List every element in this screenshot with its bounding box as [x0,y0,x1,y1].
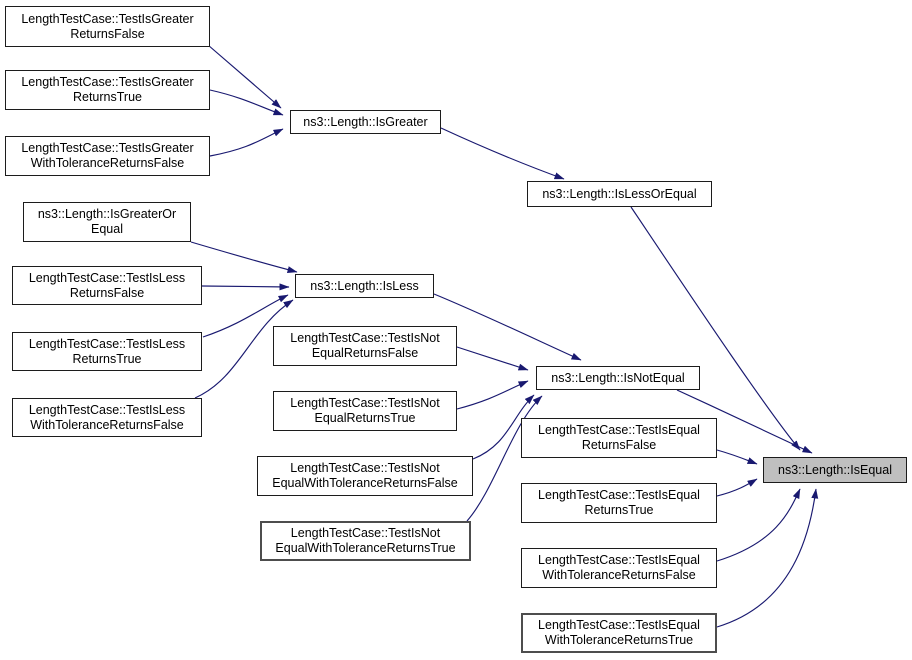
node-label: EqualWithToleranceReturnsTrue [275,541,456,555]
node-label: ns3::Length::IsLess [310,278,419,293]
edge-tc-is-equal-returns-true-to-ns3-is-equal [717,479,757,496]
node-label: LengthTestCase::TestIsNot [290,461,440,475]
edge-ns3-is-greater-to-ns3-is-less-or-equal [441,128,564,179]
node-label: ReturnsFalse [69,285,145,300]
node-tc-is-equal-returns-true[interactable] [521,483,717,523]
node-tc-is-equal-wtol-returns-false[interactable] [521,548,717,588]
node-label: LengthTestCase::TestIsLess [28,336,186,351]
edge-ns3-is-greater-or-equal-to-ns3-is-less [191,242,297,272]
node-tc-is-equal-returns-false[interactable] [521,418,717,458]
edge-tc-is-greater-wtol-returns-false-to-ns3-is-greater [210,129,283,156]
node-tc-is-equal-wtol-returns-true[interactable] [521,613,717,653]
node-ns3-is-equal[interactable] [763,457,907,483]
node-tc-is-not-equal-wtol-returns-false[interactable] [257,456,473,496]
node-label: ns3::Length::IsGreater [303,114,428,129]
node-label: ReturnsTrue [72,351,142,366]
node-tc-is-less-returns-false[interactable] [12,266,202,305]
node-tc-is-not-equal-returns-false[interactable] [273,326,457,366]
node-label: WithToleranceReturnsTrue [544,633,694,647]
edge-ns3-is-less-or-equal-to-ns3-is-equal [631,207,800,450]
edge-tc-is-equal-wtol-returns-true-to-ns3-is-equal [717,489,816,627]
node-label: ReturnsFalse [581,438,657,452]
node-ns3-is-less-or-equal[interactable] [527,181,712,207]
node-label: LengthTestCase::TestIsEqual [538,618,700,632]
edge-tc-is-not-equal-returns-true-to-ns3-is-not-equal [457,381,528,409]
node-label: LengthTestCase::TestIsNot [290,331,440,345]
node-ns3-is-less[interactable] [295,274,434,298]
edge-tc-is-not-equal-returns-false-to-ns3-is-not-equal [457,347,528,370]
node-label: WithToleranceReturnsFalse [542,568,696,582]
node-label: ns3::Length::IsGreaterOr [37,207,177,221]
edge-tc-is-less-returns-false-to-ns3-is-less [202,286,289,287]
edge-tc-is-greater-returns-true-to-ns3-is-greater [210,90,283,115]
node-tc-is-greater-wtol-returns-false[interactable] [5,136,210,176]
node-label: ns3::Length::IsEqual [778,462,892,477]
node-label: LengthTestCase::TestIsLess [28,270,186,285]
node-label: LengthTestCase::TestIsGreater [21,141,194,155]
node-label: LengthTestCase::TestIsEqual [538,423,700,437]
node-label: EqualReturnsFalse [311,346,419,360]
node-label: ns3::Length::IsNotEqual [551,370,685,385]
node-label: LengthTestCase::TestIsGreater [21,11,194,26]
node-label: EqualWithToleranceReturnsFalse [272,476,458,490]
node-label: EqualReturnsTrue [314,411,416,425]
node-label: LengthTestCase::TestIsEqual [538,553,700,567]
node-ns3-is-not-equal[interactable] [536,366,700,390]
node-label: LengthTestCase::TestIsNot [290,396,440,410]
node-tc-is-not-equal-returns-true[interactable] [273,391,457,431]
node-tc-is-not-equal-wtol-returns-true[interactable] [260,521,471,561]
edge-tc-is-greater-returns-false-to-ns3-is-greater [208,45,281,108]
node-label: ReturnsFalse [70,26,145,41]
node-label: LengthTestCase::TestIsNot [290,526,441,540]
node-ns3-is-greater-or-equal[interactable] [23,202,191,242]
node-label: ReturnsTrue [72,90,142,104]
node-ns3-is-greater[interactable] [290,110,441,134]
node-label: LengthTestCase::TestIsLess [28,402,186,417]
node-label: LengthTestCase::TestIsGreater [21,75,194,89]
node-tc-is-less-returns-true[interactable] [12,332,202,371]
edge-tc-is-equal-returns-false-to-ns3-is-equal [717,450,757,464]
node-label: ns3::Length::IsLessOrEqual [542,186,697,201]
node-tc-is-greater-returns-false[interactable] [5,6,210,47]
node-label: Equal [91,222,123,236]
node-label: LengthTestCase::TestIsEqual [538,488,700,502]
node-label: ReturnsTrue [584,503,654,517]
node-label: WithToleranceReturnsFalse [30,156,185,170]
node-tc-is-greater-returns-true[interactable] [5,70,210,110]
node-tc-is-less-wtol-returns-false[interactable] [12,398,202,437]
edge-tc-is-equal-wtol-returns-false-to-ns3-is-equal [717,489,800,561]
node-label: WithToleranceReturnsFalse [30,417,184,432]
